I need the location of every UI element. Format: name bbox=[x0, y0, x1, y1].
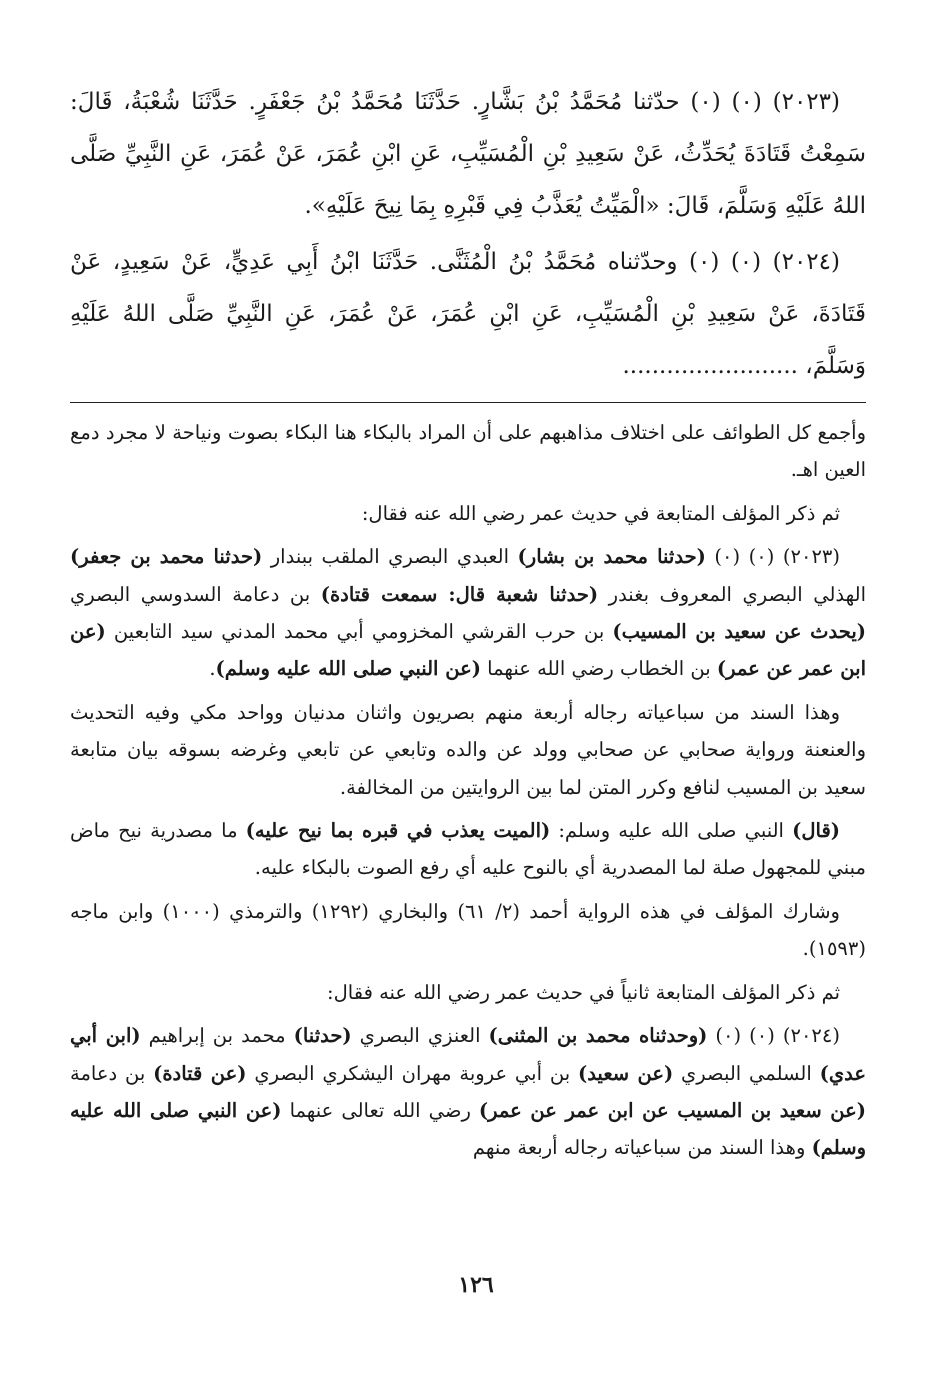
footnote-divider bbox=[70, 402, 866, 403]
quoted-chain: (حدثنا شعبة قال: سمعت قتادة) bbox=[320, 582, 599, 606]
hadith-text-block bbox=[70, 76, 866, 396]
text-span: بن دعامة السدوسي البصري bbox=[70, 582, 321, 606]
quoted-chain: (عن النبي صلى الله عليه وسلم) bbox=[70, 1098, 866, 1160]
quoted-chain: (حدثنا محمد بن جعفر) bbox=[70, 545, 263, 569]
text-span: النبي صلى الله عليه وسلم: bbox=[550, 819, 793, 843]
text-span: محمد بن إبراهيم bbox=[140, 1024, 294, 1048]
text-span: العبدي البصري الملقب ببندار bbox=[262, 545, 518, 569]
hadith-2023: (٢٠٢٣) (٠) (٠) حدّثنا مُحَمَّدُ بْنُ بَشَّارٍ. حَدَّثَنَا مُحَمَّدُ بْنُ جَعْفَرٍ. حَدَّثَنَا شُعْبَةُ، قَالَ: سَمِعْتُ قَتَادَةَ يُحَدِّثُ، عَنْ سَعِيدِ بْنِ الْمُسَيِّبِ، عَنِ ابْنِ عُمَرَ، عَنْ عُمَرَ، عَنِ النَّبِيِّ صَلَّى اللهُ عَلَيْهِ وَسَلَّمَ، قَالَ: «الْمَيِّتُ يُعَذَّبُ فِي قَبْرِهِ بِمَا نِيحَ عَلَيْهِ». bbox=[70, 89, 866, 219]
quoted-chain: (عن سعيد) bbox=[577, 1061, 674, 1085]
commentary-paragraph-8 bbox=[70, 1017, 866, 1167]
text-span: الهذلي البصري المعروف بغندر bbox=[598, 582, 866, 606]
quoted-text: (الميت يعذب في قبره بما نيح عليه) bbox=[245, 819, 551, 843]
quoted-text: (قال) bbox=[792, 819, 840, 843]
text-span: السلمي البصري bbox=[673, 1061, 820, 1085]
text-span: ما مصدرية نيح ماض مبني للمجهول صلة لما المصدرية أي بالنوح عليه أي رفع الصوت بالبكاء عليه. bbox=[70, 819, 866, 880]
page-number: ١٢٦ bbox=[458, 1272, 494, 1298]
quoted-chain: (عن النبي صلى الله عليه وسلم) bbox=[215, 657, 481, 681]
quoted-chain: (حدثنا محمد بن بشار) bbox=[517, 545, 706, 569]
quoted-chain: (عن قتادة) bbox=[153, 1061, 247, 1085]
text-span: . bbox=[209, 657, 216, 681]
commentary-paragraph-6: وشارك المؤلف في هذه الرواية أحمد (٢/ ٦١) والبخاري (١٢٩٢) والترمذي (١٠٠٠) وابن ماجه (١٥٩٣). bbox=[70, 899, 866, 961]
quoted-chain: (ابن أبي عدي) bbox=[70, 1024, 866, 1085]
quoted-chain: (يحدث عن سعيد بن المسيب) bbox=[612, 620, 866, 644]
text-span: العنزي البصري bbox=[351, 1024, 489, 1048]
text-span: (٢٠٢٣) (٠) (٠) bbox=[705, 545, 841, 569]
text-span: وهذا السند من سباعياته رجاله أربعة منهم bbox=[472, 1136, 812, 1160]
quoted-chain: (عن سعيد بن المسيب عن ابن عمر عن عمر) bbox=[478, 1098, 866, 1122]
hadith-2024: (٢٠٢٤) (٠) (٠) وحدّثناه مُحَمَّدُ بْنُ الْمُثَنَّى. حَدَّثَنَا ابْنُ أَبِي عَدِيٍّ، عَنْ سَعِيدٍ، عَنْ قَتَادَةَ، عَنْ سَعِيدِ بْنِ الْمُسَيِّبِ، عَنِ ابْنِ عُمَرَ، عَنْ عُمَرَ، عَنِ النَّبِيِّ صَلَّى اللهُ عَلَيْهِ وَسَلَّمَ، ........................ bbox=[70, 249, 866, 379]
commentary-paragraph-4: وهذا السند من سباعياته رجاله أربعة منهم بصريون واثنان مدنيان وواحد مكي وفيه التحديث والعنعنة ورواية صحابي عن صحابي وولد عن والده وتابعي عن تابعي وغرضه بسوقه بيان متابعة سعيد بن المسيب لنافع وكرر المتن لما بين الروايتين من المخالفة. bbox=[70, 700, 866, 799]
text-span: بن أبي عروبة مهران اليشكري البصري bbox=[246, 1061, 578, 1085]
text-span: (٢٠٢٤) (٠) (٠) bbox=[707, 1024, 840, 1048]
commentary-paragraph-7: ثم ذكر المؤلف المتابعة ثانياً في حديث عمر رضي الله عنه فقال: bbox=[327, 980, 840, 1004]
text-span: بن حرب القرشي المخزومي أبي محمد المدني سيد التابعين bbox=[105, 620, 613, 644]
quoted-chain: (وحدثناه محمد بن المثنى) bbox=[488, 1024, 708, 1048]
commentary-paragraph-1: وأجمع كل الطوائف على اختلاف مذاهبهم على أن المراد بالبكاء هنا البكاء بصوت ونياحة لا مجرد دمع العين اهـ. bbox=[70, 421, 866, 482]
commentary-block bbox=[70, 414, 866, 1173]
quoted-chain: (حدثنا) bbox=[293, 1024, 352, 1048]
text-span: رضي الله تعالى عنهما bbox=[281, 1098, 479, 1122]
text-span: بن دعامة bbox=[70, 1061, 154, 1085]
quoted-chain: (عن ابن عمر عن عمر) bbox=[70, 620, 866, 681]
commentary-paragraph-5 bbox=[70, 812, 866, 887]
commentary-paragraph-2: ثم ذكر المؤلف المتابعة في حديث عمر رضي الله عنه فقال: bbox=[361, 501, 840, 525]
commentary-paragraph-3 bbox=[70, 538, 866, 688]
text-span: بن الخطاب رضي الله عنهما bbox=[480, 657, 717, 681]
